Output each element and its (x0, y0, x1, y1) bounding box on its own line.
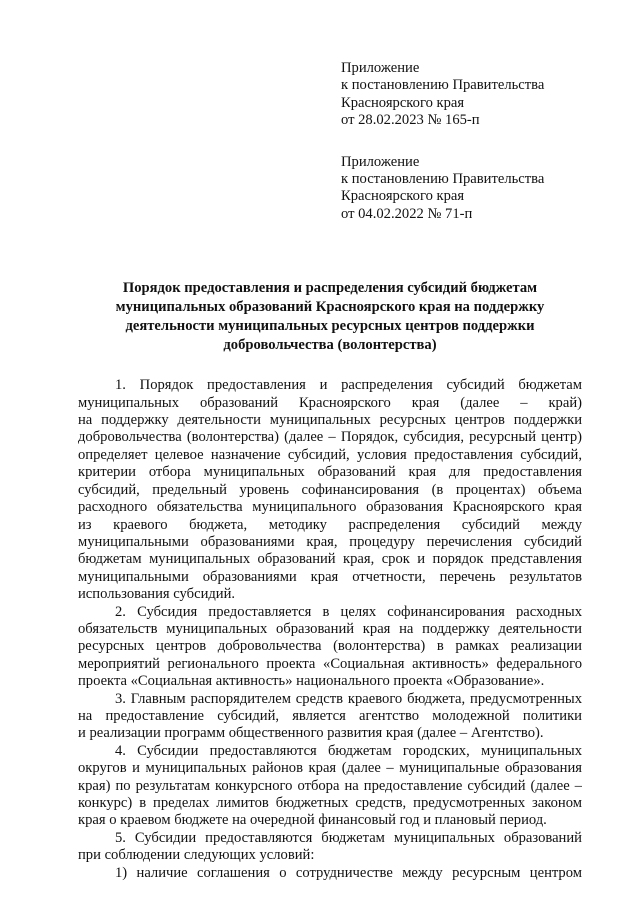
paragraph-line: мероприятий регионального проекта «Социальная активность» федерального (78, 655, 582, 672)
paragraph-line: обязательств муниципальных образований края на поддержку деятельности (78, 620, 582, 637)
paragraph-1 (78, 377, 582, 603)
appendix-line: от 28.02.2023 № 165-п (341, 112, 480, 129)
paragraph-line: субсидий, предельный уровень софинансирования (в процентах) объема (78, 481, 582, 498)
paragraph-line: 1. Порядок предоставления и распределения субсидий бюджетам (115, 377, 582, 394)
appendix-line: к постановлению Правительства (341, 171, 545, 188)
paragraph-2 (78, 604, 582, 691)
paragraph-3 (78, 691, 582, 743)
appendix-line: к постановлению Правительства (341, 77, 545, 94)
title-line: добровольчества (волонтерства) (223, 337, 437, 354)
paragraph-line: округов и муниципальных районов края (далее – муниципальные образования (78, 760, 582, 777)
paragraph-line: критерии отбора муниципальных образований края для предоставления (78, 464, 582, 481)
paragraph-line: края) по результатам конкурсного отбора на предоставление субсидий (далее – (78, 777, 582, 794)
paragraph-line: конкурс) в пределах лимитов бюджетных средств, предусмотренных законом (78, 795, 582, 811)
paragraph-line: 5. Субсидии предоставляются бюджетам муниципальных образований (115, 829, 582, 846)
document-body (78, 377, 582, 882)
paragraph-line: 2. Субсидия предоставляется в целях софинансирования расходных (115, 603, 582, 620)
paragraph-line: из краевого бюджета, методику распределения субсидий между (78, 516, 582, 533)
title-line: деятельности муниципальных ресурсных центров поддержки (125, 318, 535, 335)
paragraph-line: использования субсидий. (78, 586, 236, 603)
paragraph-line: муниципальными образованиями края отчетности, перечень результатов (78, 568, 582, 585)
paragraph-line: при соблюдении следующих условий: (78, 847, 315, 864)
appendix-line: Красноярского края (341, 94, 465, 111)
appendix-line: Приложение (341, 60, 420, 76)
paragraph-5 (78, 830, 582, 865)
appendix-block-2 (341, 154, 581, 224)
paragraph-line: 1) наличие соглашения о сотрудничестве между ресурсным центром (115, 864, 582, 881)
appendix-line: от 04.02.2022 № 71-п (341, 205, 473, 222)
paragraph-line: 3. Главным распорядителем средств краевого бюджета, предусмотренных (115, 690, 582, 707)
paragraph-line: ресурсных центров добровольчества (волонтерства) в рамках реализации (78, 638, 582, 655)
appendix-spacer (78, 130, 582, 154)
paragraph-line: определяет целевое назначение субсидий, условия предоставления субсидий, (78, 446, 582, 463)
title-line: муниципальных образований Красноярского края на поддержку (115, 299, 545, 316)
paragraph-line: на предоставление субсидий, является агентство молодежной политики (78, 707, 582, 724)
paragraph-line: проекта «Социальная активность» национального проекта «Образование». (78, 673, 545, 690)
paragraph-line: расходного обязательства муниципального образования Красноярского края (78, 499, 582, 516)
paragraph-line: на поддержку деятельности муниципальных ресурсных центров поддержки (78, 412, 582, 429)
paragraph-6 (78, 865, 582, 882)
appendix-line: Красноярского края (341, 188, 465, 205)
paragraph-line: бюджетам муниципальных образований края, срок и порядок представления (78, 551, 582, 568)
paragraph-4 (78, 743, 582, 830)
document-title (78, 279, 582, 355)
paragraph-line: муниципальных образований Красноярского края (далее – край) (78, 394, 582, 411)
paragraph-line: 4. Субсидии предоставляются бюджетам городских, муниципальных (115, 742, 582, 759)
paragraph-line: и реализации программ общественного развития края (далее – Агентство). (78, 725, 544, 742)
paragraph-line: добровольчества (волонтерства) (далее – Порядок, субсидия, ресурсный центр) (78, 429, 582, 446)
paragraph-line: муниципальными образованиями края, процедуру перечисления субсидий (78, 533, 582, 550)
paragraph-line: края о краевом бюджете на очередной финансовый год и плановый период. (78, 812, 547, 829)
appendix-block-1 (341, 60, 581, 130)
title-line: Порядок предоставления и распределения субсидий бюджетам (122, 280, 538, 297)
appendix-line: Приложение (341, 153, 420, 170)
